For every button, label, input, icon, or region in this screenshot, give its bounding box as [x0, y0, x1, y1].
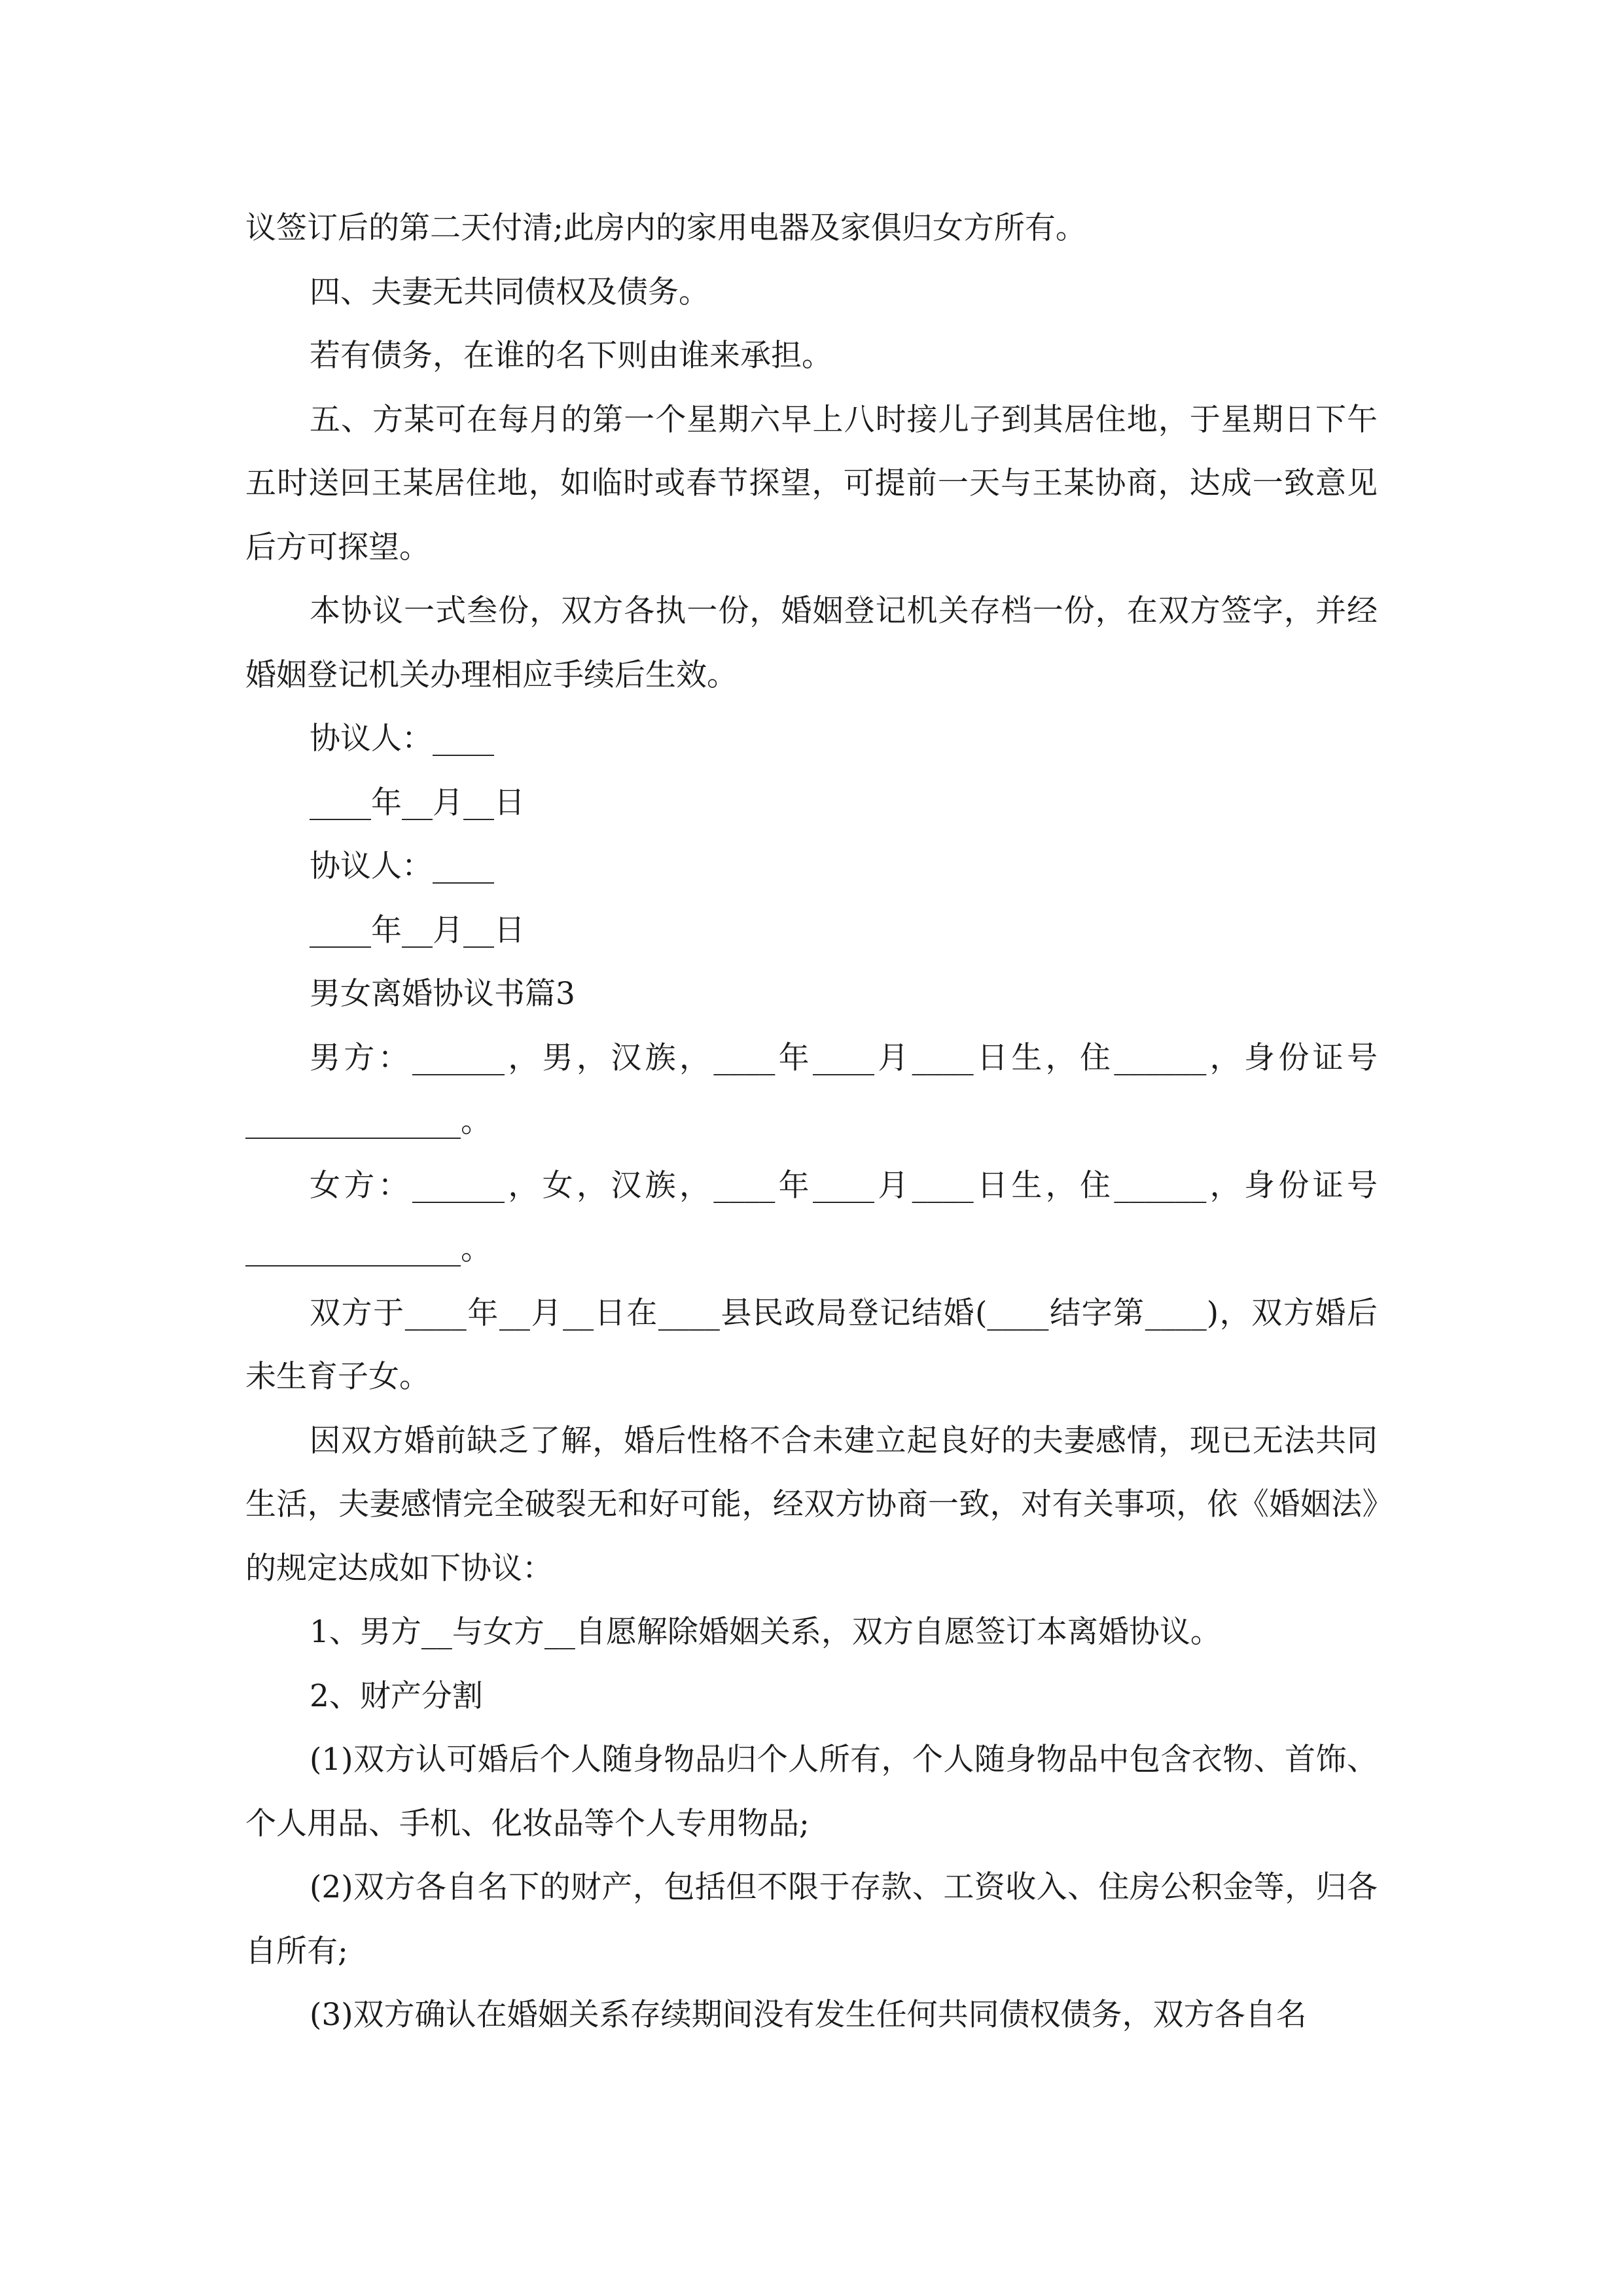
paragraph: 因双方婚前缺乏了解，婚后性格不合未建立起良好的夫妻感情，现已无法共同生活，夫妻感情完全破裂无和好可能，经双方协商一致，对有关事项，依《婚姻法》的规定达成如下协议：: [245, 1422, 1378, 1587]
paragraph: 若有债务，在谁的名下则由谁来承担。: [310, 338, 832, 374]
date-line: ____年__月__日: [310, 784, 525, 821]
paragraph: 男方：______，男，汉族，____年____月____日生，住______，身份证号______________。: [245, 1039, 1378, 1139]
paragraph: 双方于____年__月__日在____县民政局登记结婚(____结字第____)，双方婚后未生育子女。: [245, 1295, 1378, 1395]
paragraph: 四、夫妻无共同债权及债务。: [310, 274, 709, 310]
paragraph: 1、男方__与女方__自愿解除婚姻关系，双方自愿签订本离婚协议。: [310, 1614, 1221, 1650]
section-title: 男女离婚协议书篇3: [310, 976, 575, 1012]
date-line: ____年__月__日: [310, 912, 525, 948]
signature-line: 协议人：____: [310, 848, 494, 884]
paragraph: (2)双方各自名下的财产，包括但不限于存款、工资收入、住房公积金等，归各自所有;: [245, 1869, 1378, 1969]
paragraph: 五、方某可在每月的第一个星期六早上八时接儿子到其居住地，于星期日下午五时送回王某居住地，如临时或春节探望，可提前一天与王某协商，达成一致意见后方可探望。: [245, 401, 1378, 565]
paragraph: 议签订后的第二天付清;此房内的家用电器及家俱归女方所有。: [245, 210, 1086, 246]
paragraph: 女方：______，女，汉族，____年____月____日生，住______，身份证号______________。: [245, 1167, 1378, 1267]
document-body: [245, 196, 1378, 2047]
paragraph: 本协议一式叁份，双方各执一份，婚姻登记机关存档一份，在双方签字，并经婚姻登记机关办理相应手续后生效。: [245, 593, 1378, 693]
paragraph: 2、财产分割: [310, 1677, 483, 1714]
paragraph: (3)双方确认在婚姻关系存续期间没有发生任何共同债权债务，双方各自名: [310, 1997, 1307, 2033]
signature-line: 协议人：____: [310, 721, 494, 757]
paragraph: (1)双方认可婚后个人随身物品归个人所有，个人随身物品中包含衣物、首饰、个人用品、手机、化妆品等个人专用物品;: [245, 1742, 1378, 1842]
